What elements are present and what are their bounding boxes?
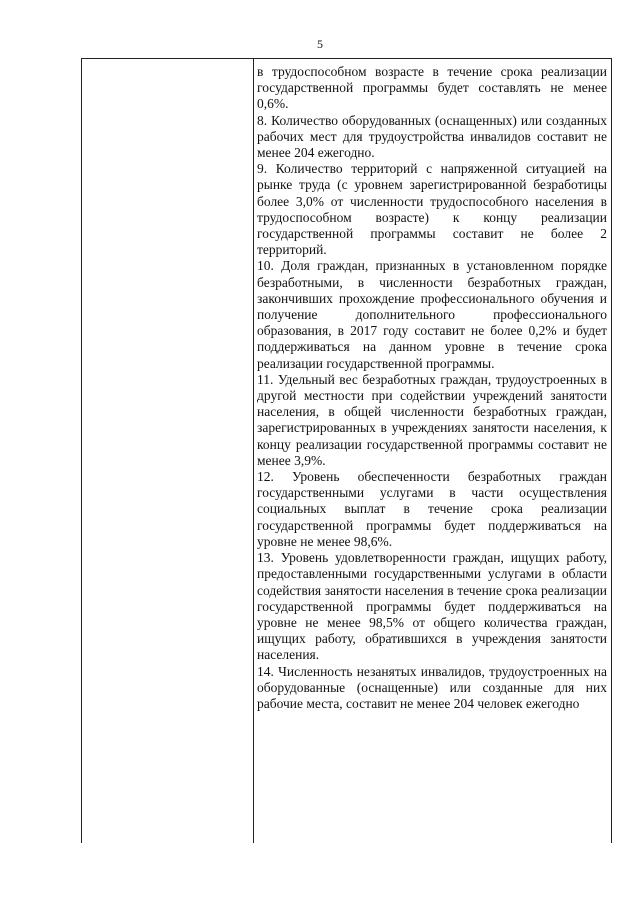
page-number: 5 xyxy=(317,37,323,51)
indicator-paragraph-14: 14. Численность незанятых инвалидов, трудоустроенных на оборудованные (оснащенные) или созданные для них рабочие места, составит не менее 204 человек ежегодно xyxy=(257,663,607,711)
indicator-paragraph-12: 12. Уровень обеспеченности безработных граждан государственными услугами в части осуществления социальных выплат в течение срока реализации государственной программы будет поддерживаться на уровне не менее 98,6%. xyxy=(257,469,607,549)
left-column-cell xyxy=(82,59,253,843)
indicator-paragraph-9: 9. Количество территорий с напряженной ситуацией на рынке труда (с уровнем зарегистрированной безработицы более 3,0% от численности трудоспособного населения в трудоспособном возрасте) к концу реализации государственной программы составит не более 2 территорий. xyxy=(257,161,607,258)
indicator-paragraph-7-continuation: в трудоспособном возрасте в течение срока реализации государственной программы будет составлять не менее 0,6%. xyxy=(257,64,607,112)
indicator-paragraph-11: 11. Удельный вес безработных граждан, трудоустроенных в другой местности при содействии учреждений занятости населения, в общей численности безработных граждан, зарегистрированных в учреждениях занятости населения, к концу реализации государственной программы составит не менее 3,9%. xyxy=(257,371,607,468)
indicator-paragraph-8: 8. Количество оборудованных (оснащенных) или созданных рабочих мест для трудоустройства инвалидов составит не менее 204 ежегодно. xyxy=(257,112,607,161)
indicator-paragraph-10: 10. Доля граждан, признанных в установленном порядке безработными, в численности безработных граждан, закончивших прохождение профессионального обучения и получение дополнительного профессионального образования, в 2017 году составит не более 0,2% и будет поддерживаться на данном уровне в течение срока реализации государственной программы. xyxy=(257,258,607,371)
indicators-table xyxy=(81,58,612,843)
indicator-paragraph-13: 13. Уровень удовлетворенности граждан, ищущих работу, предоставленными государственными услугами в области содействия занятости населения в течение срока реализации государственной программы будет поддерживаться на уровне не менее 98,5% от общего количества граждан, ищущих работу, обратившихся в учреждения занятости населения. xyxy=(257,550,607,663)
right-column-cell xyxy=(257,64,607,712)
column-divider xyxy=(253,59,254,843)
